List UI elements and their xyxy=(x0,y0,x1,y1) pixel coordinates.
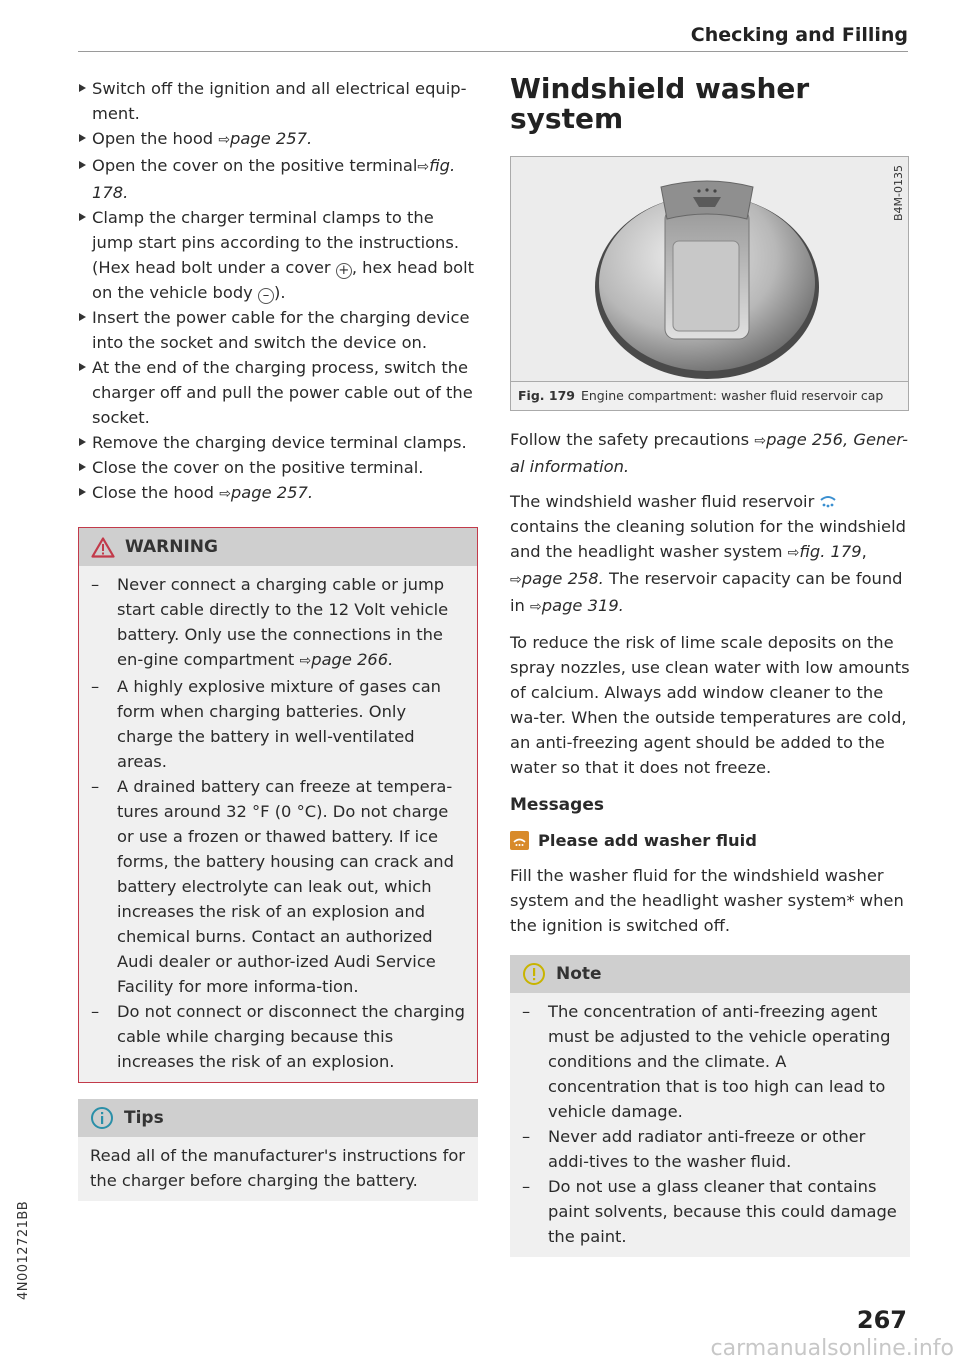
cross-reference[interactable] xyxy=(510,569,604,588)
cross-reference-text: page 256, Gener-al information. xyxy=(510,430,908,476)
washer-reservoir-cap-image xyxy=(511,157,908,381)
washer-cap-illustration xyxy=(511,157,908,382)
cross-reference[interactable] xyxy=(300,650,394,669)
text-run: A highly explosive mixture of gases can form when charging batteries. Only charge the battery in well-ventilated areas. xyxy=(117,677,441,771)
step-item xyxy=(78,126,478,153)
note-item: – The concentration of anti-freezing agent must be adjusted to the vehicle operating conditions and the climate. A concentration that is too high can lead to vehicle damage. xyxy=(522,999,898,1124)
text-run: ). xyxy=(273,283,286,302)
text-run: ment. xyxy=(92,104,140,123)
note-title: Note xyxy=(556,964,602,984)
tips-header xyxy=(78,1099,478,1137)
arrow-right-icon: ⇨ xyxy=(754,433,767,449)
cross-reference[interactable] xyxy=(218,129,312,148)
cross-reference-text: page 258. xyxy=(521,569,604,588)
cross-reference-text: fig. 178. xyxy=(92,156,456,202)
cross-reference-text: fig. 179 xyxy=(799,542,862,561)
tips-box xyxy=(78,1099,478,1201)
note-icon xyxy=(522,962,546,986)
figure-179 xyxy=(510,156,909,411)
note-item: – Never add radiator anti-freeze or other addi-tives to the washer fluid. xyxy=(522,1124,898,1174)
cross-reference[interactable] xyxy=(788,542,862,561)
cross-reference-text: page 319. xyxy=(541,596,624,615)
text-run: start pins according to the instructions. (Hex xyxy=(92,233,460,277)
warning-triangle-icon xyxy=(91,537,115,558)
message-text: Fill the washer fluid for the windshield washer system and the headlight washer system* when the ignition is switched off. xyxy=(510,866,904,935)
section-title-line-1: Windshield washer xyxy=(510,72,810,105)
cross-reference-text: page 266. xyxy=(311,650,394,669)
step-item xyxy=(78,480,478,507)
washer-fluid-icon xyxy=(819,492,837,511)
text-run: Do not connect or disconnect the charging cable while charging because this increases the risk of an explosion. xyxy=(117,1002,465,1071)
arrow-right-icon: ⇨ xyxy=(299,653,312,669)
header-rule xyxy=(78,51,908,52)
cross-reference[interactable] xyxy=(530,596,624,615)
arrow-right-icon: ⇨ xyxy=(417,159,430,175)
step-item xyxy=(78,76,478,126)
watermark: carmanualsonline.info xyxy=(710,1336,954,1361)
step-item xyxy=(78,455,478,480)
warning-list xyxy=(91,572,465,1074)
plus-circle-icon: + xyxy=(336,263,352,279)
running-header: Checking and Filling xyxy=(690,24,908,46)
text-run: The reservoir capacity can be found in xyxy=(510,569,903,615)
info-icon xyxy=(90,1106,114,1130)
text-run: Clamp the charger terminal clamps to the jump xyxy=(92,208,434,252)
text-run: Remove the charging device terminal clamps. xyxy=(92,433,467,452)
text-run: Close the hood xyxy=(92,483,220,502)
safety-paragraph xyxy=(510,427,910,479)
step-item xyxy=(78,355,478,430)
figure-id: B4M-0135 xyxy=(892,165,905,221)
text-run: , xyxy=(861,542,867,561)
cross-reference-text: page 257. xyxy=(230,483,314,502)
messages-heading: Messages xyxy=(510,795,604,815)
message-title-row xyxy=(510,828,910,853)
warning-item xyxy=(91,999,465,1074)
section-title xyxy=(510,74,910,134)
tips-text: Read all of the manufacturer's instructions for the charger before charging the battery. xyxy=(90,1146,465,1190)
arrow-right-icon: ⇨ xyxy=(218,132,231,148)
cross-reference-text: page 257. xyxy=(230,129,313,148)
text-run: contains the cleaning solution for the windshield and the headlight washer system xyxy=(510,517,906,561)
tips-title: Tips xyxy=(124,1108,164,1128)
warning-box xyxy=(78,527,478,1083)
washer-warning-icon xyxy=(510,831,529,850)
warning-header xyxy=(79,528,477,566)
arrow-right-icon: ⇨ xyxy=(510,572,522,588)
text-run: A drained battery can freeze at tempera-tures around 32 °F (0 °C). Do not charge or use a frozen or thawed battery. If ice forms, the battery housing can crack and battery electrolyte can leak out, which increases the risk of an explosion and chemical burns. Contact an authorized Audi dealer or author-ized Audi Service Facility for more informa-tion. xyxy=(117,777,454,996)
figure-label: Fig. 179 xyxy=(518,388,575,403)
cross-reference[interactable] xyxy=(219,483,313,502)
text-run: Never connect a charging cable or jump start cable directly to the 12 Volt vehicle battery. Only use the connections in the en-gine compartment xyxy=(117,575,449,669)
left-column xyxy=(78,76,478,1201)
text-run: the vehicle body xyxy=(117,283,258,302)
text-run: head bolt under a cover xyxy=(135,258,336,277)
warning-title: WARNING xyxy=(125,537,218,557)
figure-caption-text: Engine compartment: washer fluid reservoir cap xyxy=(580,388,884,403)
text-run: , hex head bolt on xyxy=(92,258,475,302)
note-list xyxy=(522,999,898,1249)
document-code: 4N0012721BB xyxy=(16,1200,31,1300)
text-run: Switch off the ignition and all electrical equip- xyxy=(92,79,467,98)
section-title-line-2: system xyxy=(510,102,624,135)
charging-steps-list xyxy=(78,76,478,507)
text-run: The windshield washer fluid reservoir xyxy=(510,492,820,511)
minus-circle-icon: – xyxy=(258,288,274,304)
message-title: Please add washer fluid xyxy=(538,831,757,850)
note-item: – Do not use a glass cleaner that contains paint solvents, because this could damage the paint. xyxy=(522,1174,898,1249)
figure-caption xyxy=(511,382,908,410)
text-run: Follow the safety precautions xyxy=(510,430,755,449)
text-run: Insert the power cable for the charging device xyxy=(92,308,470,327)
text-run: Close the cover on the positive terminal. xyxy=(92,458,424,477)
text-run: into the socket and switch the device on. xyxy=(92,333,428,352)
text-run: At the end of the charging process, switch the xyxy=(92,358,469,377)
reservoir-paragraph xyxy=(510,489,910,620)
step-item xyxy=(78,205,478,305)
arrow-right-icon: ⇨ xyxy=(787,545,800,561)
lime-scale-paragraph: To reduce the risk of lime scale deposits on the spray nozzles, use clean water with low amounts of calcium. Always add window cleaner to the wa-ter. When the outside temperatures are cold, an anti-freezing agent should be added to the water so that it does not freeze. xyxy=(510,633,910,777)
note-box xyxy=(510,955,910,1257)
warning-item xyxy=(91,572,465,674)
text-run: Open the cover on the positive terminal xyxy=(92,156,418,175)
note-header xyxy=(510,955,910,993)
step-item xyxy=(78,305,478,355)
arrow-right-icon: ⇨ xyxy=(530,599,542,615)
warning-item xyxy=(91,674,465,774)
right-column xyxy=(510,74,910,1257)
arrow-right-icon: ⇨ xyxy=(219,486,231,502)
text-run: charger off and pull the power cable out of the xyxy=(92,383,473,402)
step-item xyxy=(78,430,478,455)
text-run: socket. xyxy=(92,408,150,427)
step-item xyxy=(78,153,478,205)
text-run: Open the hood xyxy=(92,129,219,148)
page-number: 267 xyxy=(856,1306,907,1334)
warning-item xyxy=(91,774,465,999)
